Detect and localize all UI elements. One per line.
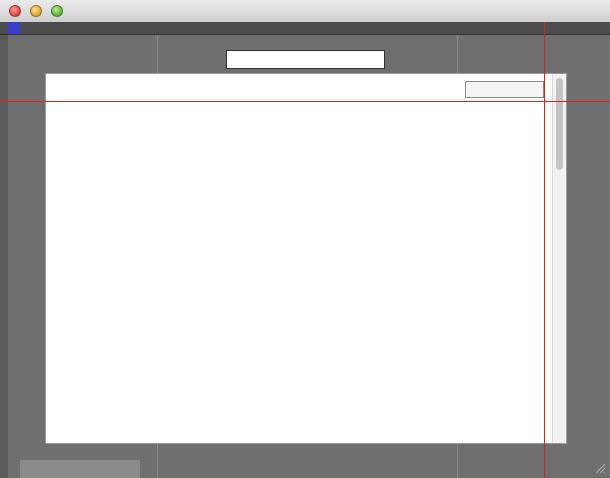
mouse-v-indicator-line: [0, 101, 610, 102]
info-text-field[interactable]: [45, 73, 567, 444]
window-titlebar[interactable]: [0, 0, 610, 23]
mouse-position-field: [465, 81, 544, 98]
close-icon[interactable]: [9, 5, 21, 17]
minimize-icon[interactable]: [30, 5, 42, 17]
create-remove-ruler-button[interactable]: [226, 50, 385, 69]
ruler-on-off-button[interactable]: [8, 22, 20, 34]
vertical-scrollbar[interactable]: [552, 74, 566, 443]
mouse-h-indicator-line: [544, 22, 545, 478]
resize-grip-icon[interactable]: [594, 462, 606, 474]
horizontal-ruler: [0, 22, 610, 35]
behind-card-panel: [20, 460, 140, 478]
scrollbar-thumb[interactable]: [556, 78, 563, 170]
zoom-icon[interactable]: [51, 5, 63, 17]
